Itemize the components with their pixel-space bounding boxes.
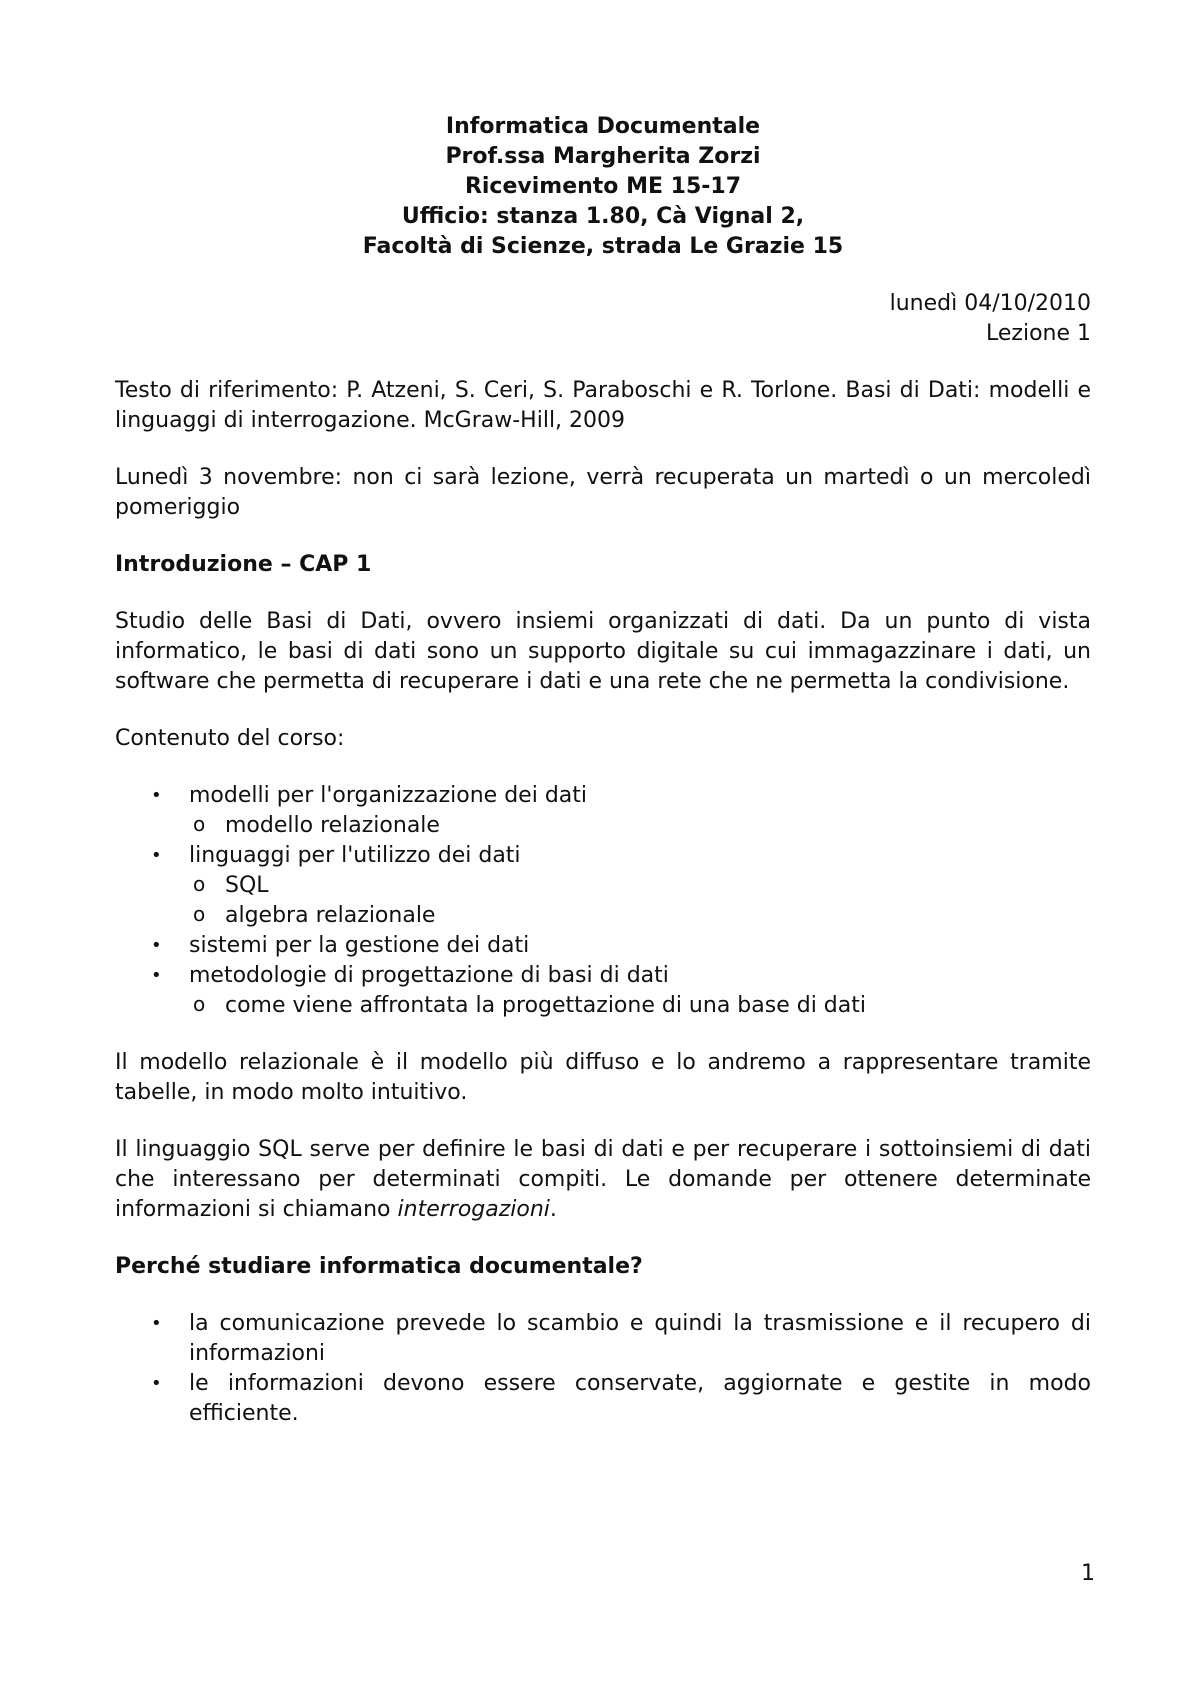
page-number: 1 [1081,1561,1095,1586]
circle-bullet-icon: o [193,902,206,926]
list-item-text: la comunicazione prevede lo scambio e quindi la trasmissione e il recupero di informazioni [189,1311,1091,1366]
list-item [115,1309,1091,1369]
list-item-text: metodologie di progettazione di basi di dati [189,963,669,988]
sub-list-item [115,901,1091,931]
faculty-address: Facoltà di Scienze, strada Le Grazie 15 [362,234,844,259]
list-item-text: modelli per l'organizzazione dei dati [189,783,587,808]
sub-list-item-text: modello relazionale [225,813,440,838]
section-heading-perche: Perché studiare informatica documentale? [115,1254,643,1279]
sub-list-item [115,811,1091,841]
bullet-icon: • [151,1373,162,1394]
bullet-icon: • [151,1313,162,1334]
list-item-text: sistemi per la gestione dei dati [189,933,530,958]
course-title: Informatica Documentale [445,114,761,139]
circle-bullet-icon: o [193,812,206,836]
office-location: Ufficio: stanza 1.80, Cà Vignal 2, [401,204,805,229]
sql-paragraph [115,1135,1091,1225]
bullet-icon: • [151,785,162,806]
sub-list-item [115,871,1091,901]
list-item [115,841,1091,871]
circle-bullet-icon: o [193,992,206,1016]
course-contents-label: Contenuto del corso: [115,726,345,751]
list-item [115,1369,1091,1429]
list-item [115,961,1091,991]
reasons-list [115,1309,1091,1429]
sql-paragraph-end: . [549,1197,557,1222]
circle-bullet-icon: o [193,872,206,896]
list-item [115,931,1091,961]
course-contents-list [115,781,1091,1021]
bullet-icon: • [151,965,162,986]
sub-list-item [115,991,1091,1021]
sql-paragraph-emphasis: interrogazioni [397,1197,550,1222]
sub-list-item-text: SQL [225,873,269,898]
bullet-icon: • [151,845,162,866]
lesson-date: lunedì 04/10/2010 [889,291,1091,316]
office-hours: Ricevimento ME 15-17 [464,174,742,199]
sub-list-item-text: come viene affrontata la progettazione di una base di dati [225,993,866,1018]
intro-paragraph: Studio delle Basi di Dati, ovvero insiemi organizzati di dati. Da un punto di vista informatico, le basi di dati sono un supporto digitale su cui immagazzinare i dati, un software che permetta di recuperare i dati e una rete che ne permetta la condivisione. [115,609,1091,694]
sql-paragraph-text: Il linguaggio SQL serve per definire le basi di dati e per recuperare i sottoinsiemi di dati che interessano per determinati compiti. Le domande per ottenere determinate informazioni si chiamano [115,1137,1091,1222]
professor-name: Prof.ssa Margherita Zorzi [445,144,761,169]
document-page [115,112,1091,1429]
bullet-icon: • [151,935,162,956]
lesson-number: Lezione 1 [986,321,1091,346]
section-heading-introduzione: Introduzione – CAP 1 [115,552,372,577]
list-item-text: le informazioni devono essere conservate, aggiornate e gestite in modo efficiente. [189,1371,1091,1426]
sub-list-item-text: algebra relazionale [225,903,436,928]
reference-text: Testo di riferimento: P. Atzeni, S. Ceri, S. Paraboschi e R. Torlone. Basi di Dati: modelli e linguaggi di interrogazione. McGraw-Hill, 2009 [115,378,1091,433]
notice-text: Lunedì 3 novembre: non ci sarà lezione, verrà recuperata un martedì o un mercoledì pomeriggio [115,465,1091,520]
list-item-text: linguaggi per l'utilizzo dei dati [189,843,521,868]
list-item [115,781,1091,811]
document-header [115,112,1091,262]
relational-model-paragraph: Il modello relazionale è il modello più diffuso e lo andremo a rappresentare tramite tabelle, in modo molto intuitivo. [115,1050,1091,1105]
